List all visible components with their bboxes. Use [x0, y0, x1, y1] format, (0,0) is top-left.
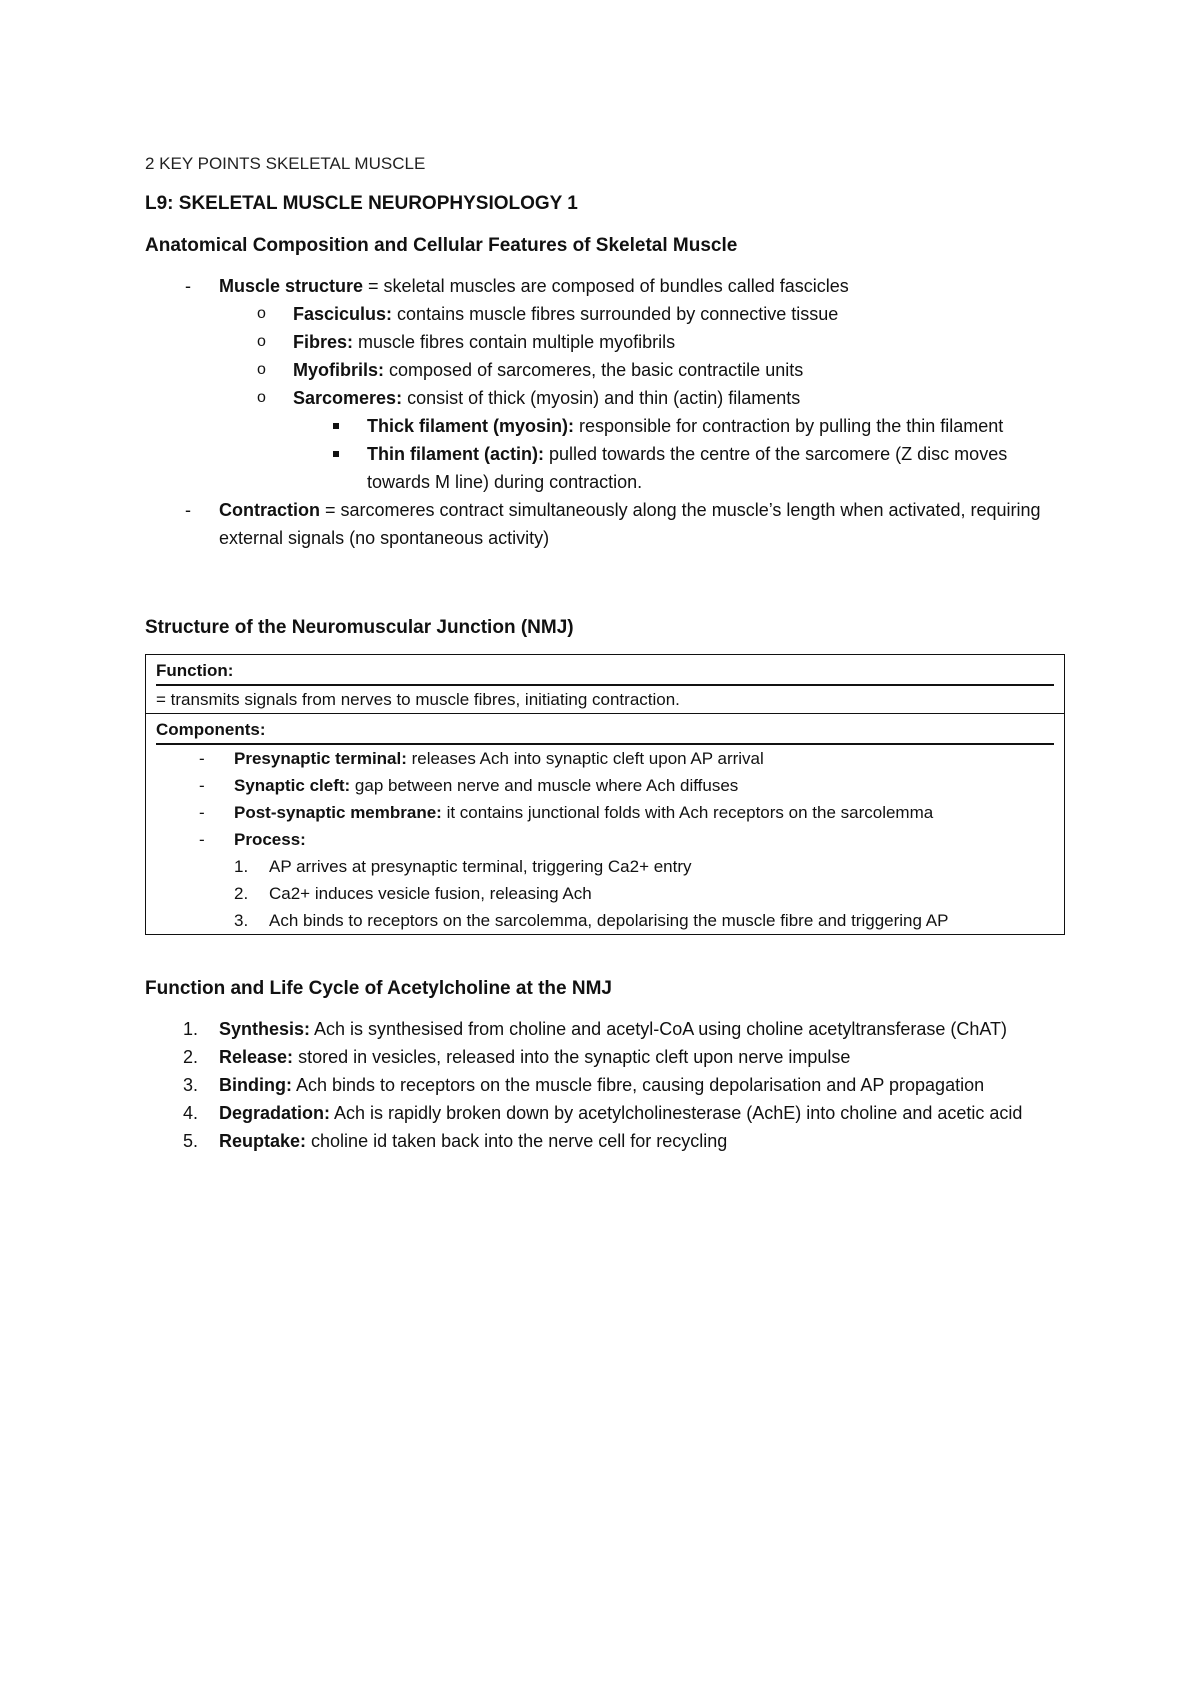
definition: consist of thick (myosin) and thin (actin) filaments	[402, 388, 801, 408]
definition: it contains junctional folds with Ach receptors on the sarcolemma	[441, 803, 934, 822]
definition: stored in vesicles, released into the synaptic cleft upon nerve impulse	[293, 1047, 851, 1067]
definition: Ach is rapidly broken down by acetylcholinesterase (AchE) into choline and acetic acid	[330, 1103, 1023, 1123]
list-item-contraction	[145, 496, 1065, 552]
dash-bullet: -	[199, 830, 205, 849]
item-number: 3.	[183, 1075, 199, 1095]
function-label: Function:	[156, 655, 1054, 686]
list-item-reuptake	[145, 1127, 1065, 1155]
term: Sarcomeres:	[293, 388, 403, 408]
list-item-fibres	[219, 328, 1065, 356]
dash-bullet: -	[185, 276, 191, 296]
term: Degradation:	[219, 1103, 331, 1123]
term: Release:	[219, 1047, 294, 1067]
term: Thin filament (actin):	[367, 444, 544, 464]
process-step	[234, 853, 1054, 880]
term: Contraction	[219, 500, 320, 520]
term: Process:	[234, 830, 306, 849]
item-number: 2.	[183, 1047, 199, 1067]
list-item-thick-filament	[293, 412, 1065, 440]
muscle-structure-sublist	[145, 300, 1065, 496]
section-title-acetylcholine: Function and Life Cycle of Acetylcholine at the NMJ	[145, 978, 612, 999]
term: Binding:	[219, 1075, 292, 1095]
definition: choline id taken back into the nerve cell for recycling	[306, 1131, 728, 1151]
term: Myofibrils:	[293, 360, 385, 380]
step-number: 3.	[234, 911, 249, 930]
list-item-synthesis	[145, 1015, 1065, 1043]
process-step	[234, 907, 1054, 934]
list-item-binding	[145, 1071, 1065, 1099]
function-text: = transmits signals from nerves to muscle fibres, initiating contraction.	[156, 690, 680, 709]
lecture-title: L9: SKELETAL MUSCLE NEUROPHYSIOLOGY 1	[145, 193, 578, 214]
item-number: 1.	[183, 1019, 199, 1039]
step-number: 1.	[234, 857, 249, 876]
circle-bullet: o	[257, 361, 266, 378]
circle-bullet: o	[257, 333, 266, 350]
step-text: AP arrives at presynaptic terminal, triggering Ca2+ entry	[269, 857, 692, 876]
circle-bullet: o	[257, 389, 266, 406]
anatomy-list	[145, 272, 1065, 552]
square-bullet-icon	[333, 451, 339, 457]
definition: Ach binds to receptors on the muscle fibre, causing depolarisation and AP propagation	[291, 1075, 985, 1095]
definition: = sarcomeres contract simultaneously along the muscle’s length when activated, requiring external signals (no spontaneous activity)	[219, 500, 1041, 548]
list-item-thin-filament	[293, 440, 1065, 496]
term: Thick filament (myosin):	[367, 416, 575, 436]
step-text: Ca2+ induces vesicle fusion, releasing Ach	[269, 884, 592, 903]
term: Post-synaptic membrane:	[234, 803, 442, 822]
term: Reuptake:	[219, 1131, 307, 1151]
dash-bullet: -	[185, 500, 191, 520]
list-item-synaptic-cleft	[156, 772, 1054, 799]
list-item-release	[145, 1043, 1065, 1071]
list-item-fasciculus	[219, 300, 1065, 328]
definition: responsible for contraction by pulling the thin filament	[574, 416, 1004, 436]
nmj-table	[145, 654, 1065, 935]
process-step	[234, 880, 1054, 907]
step-number: 2.	[234, 884, 249, 903]
process-steps	[234, 853, 1054, 934]
term: Presynaptic terminal:	[234, 749, 407, 768]
components-list	[146, 745, 1064, 934]
definition: = skeletal muscles are composed of bundles called fascicles	[363, 276, 849, 296]
definition: contains muscle fibres surrounded by connective tissue	[392, 304, 839, 324]
section-title-nmj: Structure of the Neuromuscular Junction (NMJ)	[145, 617, 574, 638]
section-title-anatomy: Anatomical Composition and Cellular Features of Skeletal Muscle	[145, 235, 738, 256]
dash-bullet: -	[199, 776, 205, 795]
document-header: 2 KEY POINTS SKELETAL MUSCLE	[145, 154, 426, 173]
filament-sublist	[293, 412, 1065, 496]
dash-bullet: -	[199, 803, 205, 822]
term: Muscle structure	[219, 276, 364, 296]
list-item-sarcomeres	[219, 384, 1065, 496]
term: Synthesis:	[219, 1019, 311, 1039]
definition: gap between nerve and muscle where Ach diffuses	[350, 776, 739, 795]
item-number: 5.	[183, 1131, 199, 1151]
list-item-muscle-structure	[145, 272, 1065, 496]
definition: composed of sarcomeres, the basic contractile units	[384, 360, 804, 380]
list-item-myofibrils	[219, 356, 1065, 384]
list-item-presynaptic-terminal	[156, 745, 1054, 772]
definition: muscle fibres contain multiple myofibrils	[353, 332, 676, 352]
document-page	[145, 150, 1065, 1155]
circle-bullet: o	[257, 305, 266, 322]
definition: Ach is synthesised from choline and acetyl-CoA using choline acetyltransferase (ChAT)	[310, 1019, 1008, 1039]
dash-bullet: -	[199, 749, 205, 768]
acetylcholine-list	[145, 1015, 1065, 1155]
components-label: Components:	[156, 714, 1054, 745]
list-item-process	[156, 826, 1054, 934]
step-text: Ach binds to receptors on the sarcolemma, depolarising the muscle fibre and triggering AP	[269, 911, 949, 930]
term: Fasciculus:	[293, 304, 393, 324]
list-item-degradation	[145, 1099, 1065, 1127]
term: Synaptic cleft:	[234, 776, 351, 795]
square-bullet-icon	[333, 423, 339, 429]
item-number: 4.	[183, 1103, 199, 1123]
term: Fibres:	[293, 332, 354, 352]
definition: pulled towards the centre of the sarcomere (Z disc moves towards M line) during contraction.	[367, 444, 1008, 492]
definition: releases Ach into synaptic cleft upon AP arrival	[406, 749, 764, 768]
list-item-post-synaptic-membrane	[156, 799, 1054, 826]
